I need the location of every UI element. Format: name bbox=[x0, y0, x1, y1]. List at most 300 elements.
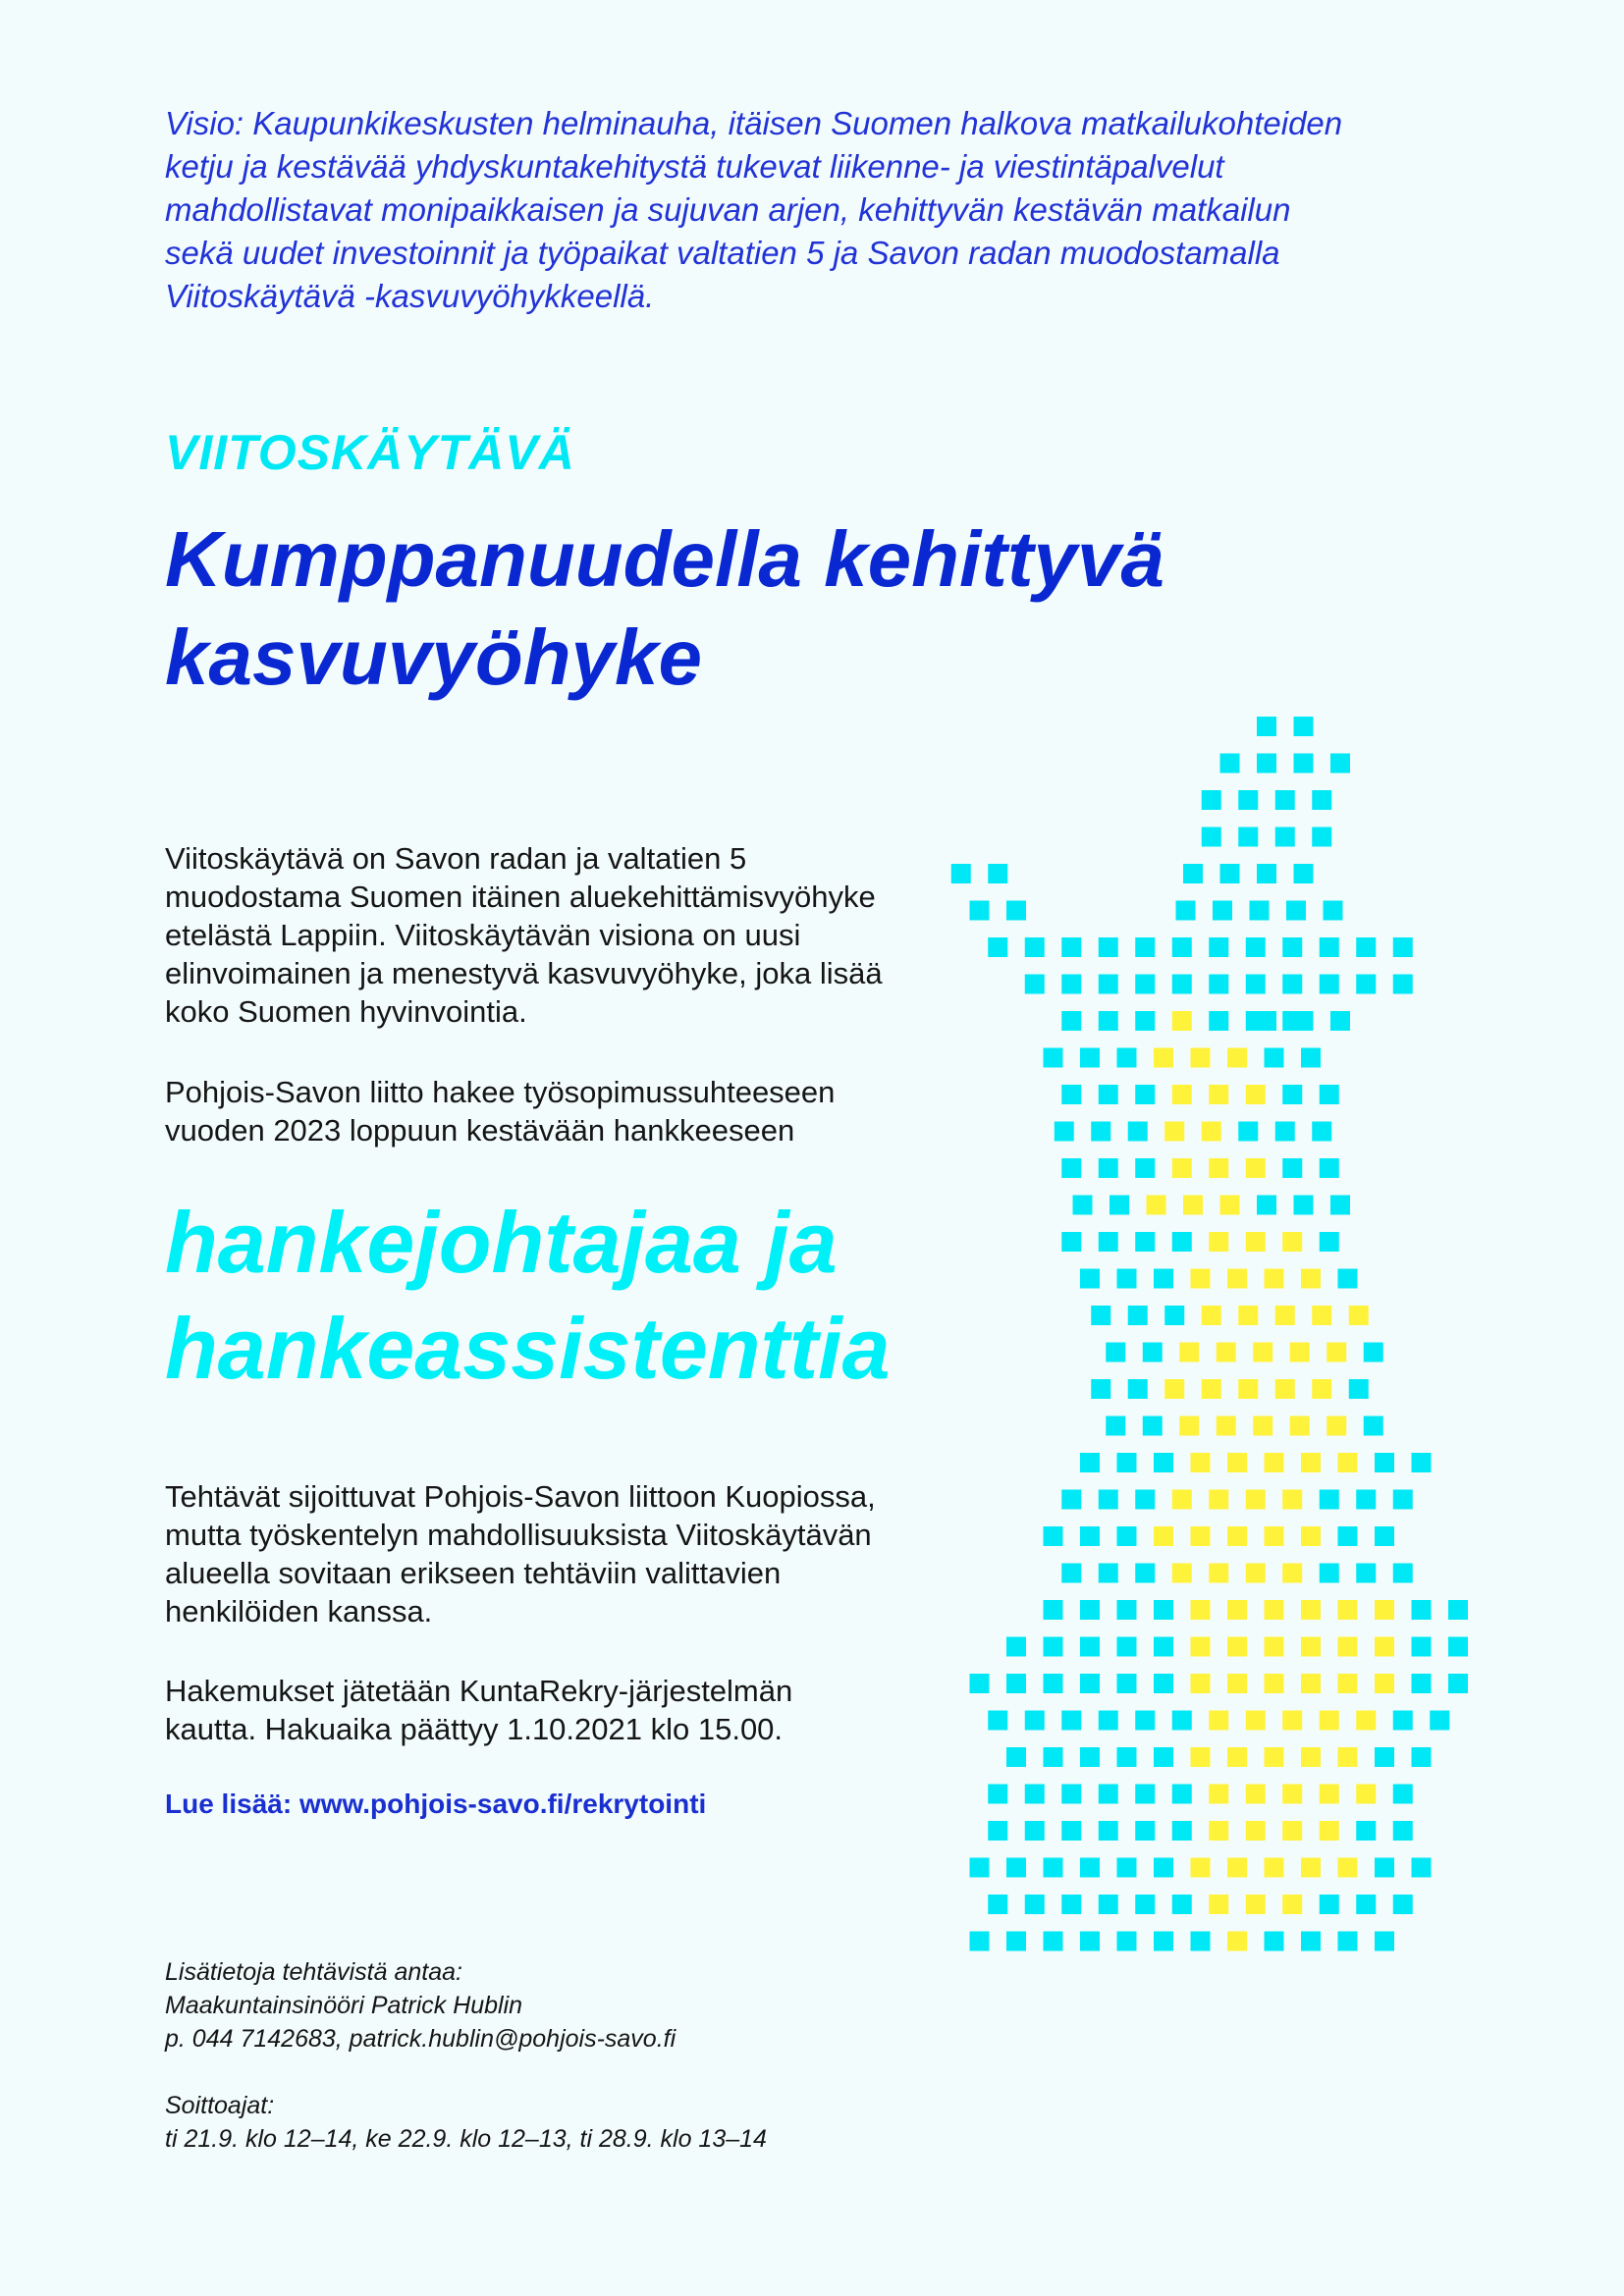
corridor-dot bbox=[1326, 1343, 1346, 1362]
region-dot bbox=[988, 1785, 1007, 1804]
region-dot bbox=[1044, 1674, 1063, 1693]
region-dot bbox=[1330, 1011, 1350, 1031]
region-dot bbox=[1375, 1526, 1394, 1546]
region-dot bbox=[1320, 1895, 1339, 1914]
region-dot bbox=[1154, 1747, 1173, 1767]
location-line: henkilöiden kanssa. bbox=[165, 1594, 433, 1629]
application-line: kautta. Hakuaika päättyy 1.10.2021 klo 15.00. bbox=[165, 1712, 784, 1746]
region-dot bbox=[1393, 1711, 1413, 1731]
region-dot bbox=[1375, 1747, 1394, 1767]
location-line: alueella sovitaan erikseen tehtäviin valittavien bbox=[165, 1556, 782, 1590]
application-paragraph bbox=[165, 1672, 950, 1748]
region-dot bbox=[1250, 901, 1270, 921]
corridor-dot bbox=[1227, 1269, 1247, 1289]
corridor-dot bbox=[1338, 1453, 1358, 1472]
region-dot bbox=[1375, 1932, 1394, 1951]
corridor-dot bbox=[1227, 1932, 1247, 1951]
corridor-dot bbox=[1179, 1343, 1199, 1362]
region-dot bbox=[988, 937, 1007, 957]
corridor-dot bbox=[1246, 1564, 1266, 1583]
corridor-dot bbox=[1356, 1711, 1376, 1731]
region-dot bbox=[1006, 1858, 1026, 1878]
corridor-dot bbox=[1338, 1637, 1358, 1657]
region-dot bbox=[1265, 1932, 1284, 1951]
corridor-dot bbox=[1301, 1269, 1321, 1289]
region-dot bbox=[1209, 975, 1228, 994]
region-dot bbox=[1172, 937, 1192, 957]
region-dot bbox=[1172, 1711, 1192, 1731]
region-dot bbox=[1282, 1158, 1302, 1178]
region-dot bbox=[1025, 1785, 1045, 1804]
region-dot bbox=[1135, 1821, 1155, 1841]
corridor-dot bbox=[1338, 1674, 1358, 1693]
corridor-dot bbox=[1246, 1232, 1266, 1252]
corridor-dot bbox=[1282, 1895, 1302, 1914]
region-dot bbox=[1257, 1196, 1276, 1215]
corridor-dot bbox=[1209, 1895, 1228, 1914]
corridor-dot bbox=[1338, 1600, 1358, 1620]
region-dot bbox=[1080, 1600, 1100, 1620]
corridor-dot bbox=[1246, 1785, 1266, 1804]
region-dot bbox=[1025, 937, 1045, 957]
vision-statement bbox=[165, 102, 1422, 318]
corridor-dot bbox=[1238, 1379, 1258, 1399]
region-dot bbox=[1135, 1085, 1155, 1104]
region-dot bbox=[1117, 1269, 1137, 1289]
corridor-dot bbox=[1227, 1747, 1247, 1767]
region-dot bbox=[1294, 1011, 1314, 1031]
corridor-dot bbox=[1238, 1306, 1258, 1325]
location-line: mutta työskentelyn mahdollisuuksista Viitoskäytävän bbox=[165, 1518, 872, 1552]
vision-line: sekä uudet investoinnit ja työpaikat valtatien 5 ja Savon radan muodostamalla bbox=[165, 235, 1280, 271]
corridor-dot bbox=[1265, 1526, 1284, 1546]
corridor-dot bbox=[1265, 1747, 1284, 1767]
corridor-dot bbox=[1301, 1747, 1321, 1767]
corridor-dot bbox=[1227, 1453, 1247, 1472]
corridor-dot bbox=[1301, 1858, 1321, 1878]
region-dot bbox=[1099, 1158, 1118, 1178]
kicker-heading: VIITOSKÄYTÄVÄ bbox=[165, 425, 575, 480]
region-dot bbox=[1044, 1932, 1063, 1951]
intro-line: etelästä Lappiin. Viitoskäytävän visiona on uusi bbox=[165, 918, 801, 952]
region-dot bbox=[1275, 790, 1295, 810]
region-dot bbox=[1172, 1785, 1192, 1804]
region-dot bbox=[1191, 1932, 1211, 1951]
region-dot bbox=[1338, 1932, 1358, 1951]
corridor-dot bbox=[1338, 1747, 1358, 1767]
region-dot bbox=[1301, 1932, 1321, 1951]
corridor-dot bbox=[1312, 1379, 1331, 1399]
region-dot bbox=[1356, 1490, 1376, 1510]
region-dot bbox=[1209, 937, 1228, 957]
region-dot bbox=[1099, 937, 1118, 957]
call-times-line: ti 21.9. klo 12–14, ke 22.9. klo 12–13, ti 28.9. klo 13–14 bbox=[165, 2125, 767, 2153]
corridor-dot bbox=[1282, 1490, 1302, 1510]
corridor-dot bbox=[1191, 1526, 1211, 1546]
region-dot bbox=[1061, 1895, 1081, 1914]
region-dot bbox=[1246, 975, 1266, 994]
region-dot bbox=[1099, 1564, 1118, 1583]
corridor-dot bbox=[1227, 1048, 1247, 1068]
region-dot bbox=[1099, 1490, 1118, 1510]
corridor-dot bbox=[1253, 1416, 1272, 1436]
region-dot bbox=[1412, 1674, 1432, 1693]
region-dot bbox=[1286, 901, 1306, 921]
region-dot bbox=[1393, 1564, 1413, 1583]
recruit-line: vuoden 2023 loppuun kestävään hankkeeseen bbox=[165, 1113, 795, 1148]
region-dot bbox=[1393, 1490, 1413, 1510]
region-dot bbox=[1393, 937, 1413, 957]
region-dot bbox=[1220, 754, 1240, 774]
region-dot bbox=[1006, 901, 1026, 921]
corridor-dot bbox=[1172, 1564, 1192, 1583]
region-dot bbox=[1154, 1858, 1173, 1878]
region-dot bbox=[1025, 1821, 1045, 1841]
corridor-dot bbox=[1191, 1637, 1211, 1657]
region-dot bbox=[1282, 975, 1302, 994]
corridor-dot bbox=[1246, 1711, 1266, 1731]
region-dot bbox=[1061, 1085, 1081, 1104]
region-dot bbox=[1320, 937, 1339, 957]
corridor-dot bbox=[1209, 1158, 1228, 1178]
region-dot bbox=[1393, 975, 1413, 994]
region-dot bbox=[1265, 1048, 1284, 1068]
region-dot bbox=[1320, 1085, 1339, 1104]
region-dot bbox=[1312, 1122, 1331, 1142]
corridor-dot bbox=[1265, 1600, 1284, 1620]
corridor-dot bbox=[1209, 1490, 1228, 1510]
corridor-dot bbox=[1275, 1306, 1295, 1325]
region-dot bbox=[1128, 1306, 1148, 1325]
region-dot bbox=[1294, 754, 1314, 774]
region-dot bbox=[1110, 1196, 1129, 1215]
intro-paragraph bbox=[165, 839, 950, 1031]
region-dot bbox=[1091, 1379, 1110, 1399]
region-dot bbox=[1135, 937, 1155, 957]
corridor-dot bbox=[1172, 1158, 1192, 1178]
region-dot bbox=[1135, 1564, 1155, 1583]
region-dot bbox=[1025, 975, 1045, 994]
region-dot bbox=[1154, 1269, 1173, 1289]
corridor-dot bbox=[1265, 1637, 1284, 1657]
finland-dot-map bbox=[943, 707, 1551, 1963]
call-times bbox=[165, 2089, 767, 2156]
corridor-dot bbox=[1282, 1785, 1302, 1804]
region-dot bbox=[1006, 1637, 1026, 1657]
vision-line: Viitoskäytävä -kasvuvyöhykkeellä. bbox=[165, 278, 655, 314]
corridor-dot bbox=[1172, 1490, 1192, 1510]
region-dot bbox=[1099, 1895, 1118, 1914]
corridor-dot bbox=[1320, 1821, 1339, 1841]
corridor-dot bbox=[1209, 1785, 1228, 1804]
corridor-dot bbox=[1209, 1821, 1228, 1841]
region-dot bbox=[1099, 1711, 1118, 1731]
corridor-dot bbox=[1246, 1085, 1266, 1104]
region-dot bbox=[1282, 937, 1302, 957]
recruit-paragraph bbox=[165, 1073, 950, 1149]
vision-line: ketju ja kestävää yhdyskuntakehitystä tukevat liikenne- ja viestintäpalvelut bbox=[165, 148, 1224, 185]
region-dot bbox=[1117, 1932, 1137, 1951]
region-dot bbox=[1099, 1785, 1118, 1804]
contact-line: p. 044 7142683, patrick.hublin@pohjois-savo.fi bbox=[165, 2025, 677, 2053]
corridor-dot bbox=[1172, 1085, 1192, 1104]
region-dot bbox=[1080, 1932, 1100, 1951]
corridor-dot bbox=[1282, 1564, 1302, 1583]
region-dot bbox=[1312, 828, 1331, 847]
region-dot bbox=[1176, 901, 1196, 921]
corridor-dot bbox=[1282, 1711, 1302, 1731]
region-dot bbox=[1135, 1158, 1155, 1178]
region-dot bbox=[970, 901, 990, 921]
corridor-dot bbox=[1191, 1269, 1211, 1289]
corridor-dot bbox=[1191, 1600, 1211, 1620]
corridor-dot bbox=[1191, 1747, 1211, 1767]
region-dot bbox=[1006, 1932, 1026, 1951]
region-dot bbox=[1412, 1453, 1432, 1472]
corridor-dot bbox=[1227, 1600, 1247, 1620]
region-dot bbox=[1320, 1564, 1339, 1583]
corridor-dot bbox=[1312, 1306, 1331, 1325]
region-dot bbox=[1412, 1858, 1432, 1878]
corridor-dot bbox=[1246, 1895, 1266, 1914]
region-dot bbox=[1238, 790, 1258, 810]
region-dot bbox=[1080, 1674, 1100, 1693]
region-dot bbox=[1294, 1196, 1314, 1215]
recruit-line: Pohjois-Savon liitto hakee työsopimussuhteeseen bbox=[165, 1075, 836, 1109]
region-dot bbox=[1209, 1011, 1228, 1031]
region-dot bbox=[1202, 790, 1221, 810]
location-line: Tehtävät sijoittuvat Pohjois-Savon liittoon Kuopiossa, bbox=[165, 1479, 876, 1514]
corridor-dot bbox=[1164, 1379, 1184, 1399]
corridor-dot bbox=[1227, 1858, 1247, 1878]
region-dot bbox=[1257, 1011, 1276, 1031]
vision-line: Visio: Kaupunkikeskusten helminauha, itäisen Suomen halkova matkailukohteiden bbox=[165, 105, 1343, 141]
region-dot bbox=[1448, 1600, 1468, 1620]
corridor-dot bbox=[1164, 1122, 1184, 1142]
region-dot bbox=[1091, 1122, 1110, 1142]
region-dot bbox=[1154, 1932, 1173, 1951]
corridor-dot bbox=[1265, 1674, 1284, 1693]
region-dot bbox=[1257, 717, 1276, 736]
region-dot bbox=[1143, 1416, 1163, 1436]
region-dot bbox=[1135, 1895, 1155, 1914]
region-dot bbox=[1154, 1453, 1173, 1472]
region-dot bbox=[1044, 1048, 1063, 1068]
region-dot bbox=[1061, 1821, 1081, 1841]
region-dot bbox=[1135, 975, 1155, 994]
corridor-dot bbox=[1290, 1416, 1310, 1436]
region-dot bbox=[1356, 1821, 1376, 1841]
corridor-dot bbox=[1202, 1379, 1221, 1399]
region-dot bbox=[1044, 1637, 1063, 1657]
region-dot bbox=[1099, 1085, 1118, 1104]
region-dot bbox=[1025, 1711, 1045, 1731]
corridor-dot bbox=[1227, 1526, 1247, 1546]
intro-line: muodostama Suomen itäinen aluekehittämisvyöhyke bbox=[165, 880, 876, 914]
region-dot bbox=[1393, 1895, 1413, 1914]
region-dot bbox=[1080, 1637, 1100, 1657]
region-dot bbox=[988, 864, 1007, 883]
region-dot bbox=[1061, 1158, 1081, 1178]
region-dot bbox=[1393, 1785, 1413, 1804]
region-dot bbox=[1349, 1379, 1369, 1399]
region-dot bbox=[1044, 1747, 1063, 1767]
region-dot bbox=[1061, 1564, 1081, 1583]
corridor-dot bbox=[1356, 1785, 1376, 1804]
corridor-dot bbox=[1375, 1637, 1394, 1657]
region-dot bbox=[1320, 1232, 1339, 1252]
region-dot bbox=[1412, 1747, 1432, 1767]
region-dot bbox=[1135, 1711, 1155, 1731]
region-dot bbox=[1282, 1085, 1302, 1104]
corridor-dot bbox=[1179, 1416, 1199, 1436]
region-dot bbox=[951, 864, 971, 883]
region-dot bbox=[1301, 1048, 1321, 1068]
corridor-dot bbox=[1220, 1196, 1240, 1215]
corridor-dot bbox=[1253, 1343, 1272, 1362]
region-dot bbox=[1117, 1526, 1137, 1546]
region-dot bbox=[1375, 1858, 1394, 1878]
region-dot bbox=[1448, 1674, 1468, 1693]
application-line: Hakemukset jätetään KuntaRekry-järjestelmän bbox=[165, 1674, 793, 1708]
region-dot bbox=[1061, 1711, 1081, 1731]
region-dot bbox=[1338, 1269, 1358, 1289]
corridor-dot bbox=[1172, 1011, 1192, 1031]
region-dot bbox=[1117, 1674, 1137, 1693]
region-dot bbox=[1106, 1343, 1125, 1362]
corridor-dot bbox=[1282, 1821, 1302, 1841]
region-dot bbox=[1143, 1343, 1163, 1362]
region-dot bbox=[1172, 1821, 1192, 1841]
region-dot bbox=[1044, 1600, 1063, 1620]
region-dot bbox=[1220, 864, 1240, 883]
region-dot bbox=[1061, 975, 1081, 994]
corridor-dot bbox=[1320, 1785, 1339, 1804]
region-dot bbox=[1412, 1600, 1432, 1620]
region-dot bbox=[1164, 1306, 1184, 1325]
corridor-dot bbox=[1246, 1158, 1266, 1178]
region-dot bbox=[1091, 1306, 1110, 1325]
region-dot bbox=[1320, 1158, 1339, 1178]
region-dot bbox=[1448, 1637, 1468, 1657]
corridor-dot bbox=[1326, 1416, 1346, 1436]
region-dot bbox=[1202, 828, 1221, 847]
region-dot bbox=[1324, 901, 1343, 921]
region-dot bbox=[1375, 1453, 1394, 1472]
corridor-dot bbox=[1154, 1048, 1173, 1068]
region-dot bbox=[1275, 1122, 1295, 1142]
corridor-dot bbox=[1301, 1600, 1321, 1620]
region-dot bbox=[1294, 717, 1314, 736]
region-dot bbox=[1006, 1674, 1026, 1693]
region-dot bbox=[1061, 937, 1081, 957]
region-dot bbox=[1320, 1490, 1339, 1510]
corridor-dot bbox=[1227, 1637, 1247, 1657]
region-dot bbox=[1338, 1526, 1358, 1546]
region-dot bbox=[1154, 1600, 1173, 1620]
corridor-dot bbox=[1209, 1085, 1228, 1104]
corridor-dot bbox=[1265, 1858, 1284, 1878]
region-dot bbox=[1364, 1416, 1383, 1436]
corridor-dot bbox=[1301, 1637, 1321, 1657]
corridor-dot bbox=[1154, 1526, 1173, 1546]
contact-info bbox=[165, 1955, 676, 2056]
corridor-dot bbox=[1191, 1048, 1211, 1068]
region-dot bbox=[1099, 1821, 1118, 1841]
region-dot bbox=[1080, 1858, 1100, 1878]
corridor-dot bbox=[1217, 1343, 1236, 1362]
region-dot bbox=[1275, 828, 1295, 847]
corridor-dot bbox=[1275, 1379, 1295, 1399]
region-dot bbox=[1393, 1821, 1413, 1841]
corridor-dot bbox=[1147, 1196, 1166, 1215]
region-dot bbox=[1080, 1526, 1100, 1546]
region-dot bbox=[1238, 828, 1258, 847]
region-dot bbox=[1330, 754, 1350, 774]
page-title bbox=[165, 510, 1164, 707]
vision-line: mahdollistavat monipaikkaisen ja sujuvan arjen, kehittyvän kestävän matkailun bbox=[165, 191, 1291, 228]
region-dot bbox=[1154, 1674, 1173, 1693]
corridor-dot bbox=[1290, 1343, 1310, 1362]
region-dot bbox=[1172, 975, 1192, 994]
corridor-dot bbox=[1246, 1490, 1266, 1510]
corridor-dot bbox=[1265, 1453, 1284, 1472]
region-dot bbox=[1044, 1858, 1063, 1878]
region-dot bbox=[1364, 1343, 1383, 1362]
corridor-dot bbox=[1301, 1526, 1321, 1546]
region-dot bbox=[970, 1932, 990, 1951]
region-dot bbox=[1061, 1011, 1081, 1031]
region-dot bbox=[1128, 1379, 1148, 1399]
region-dot bbox=[1412, 1637, 1432, 1657]
region-dot bbox=[1106, 1416, 1125, 1436]
region-dot bbox=[1080, 1269, 1100, 1289]
region-dot bbox=[1080, 1048, 1100, 1068]
read-more-link[interactable]: Lue lisää: www.pohjois-savo.fi/rekrytointi bbox=[165, 1789, 707, 1819]
corridor-dot bbox=[1209, 1564, 1228, 1583]
region-dot bbox=[1135, 1490, 1155, 1510]
call-times-line: Soittoajat: bbox=[165, 2092, 275, 2119]
corridor-dot bbox=[1183, 1196, 1203, 1215]
contact-line: Maakuntainsinööri Patrick Hublin bbox=[165, 1992, 523, 2019]
region-dot bbox=[1117, 1747, 1137, 1767]
region-dot bbox=[970, 1674, 990, 1693]
region-dot bbox=[1117, 1048, 1137, 1068]
region-dot bbox=[1330, 1196, 1350, 1215]
region-dot bbox=[1080, 1453, 1100, 1472]
region-dot bbox=[1356, 937, 1376, 957]
corridor-dot bbox=[1246, 1821, 1266, 1841]
corridor-dot bbox=[1301, 1674, 1321, 1693]
region-dot bbox=[1246, 937, 1266, 957]
location-paragraph bbox=[165, 1477, 950, 1630]
corridor-dot bbox=[1209, 1711, 1228, 1731]
contact-line: Lisätietoja tehtävistä antaa: bbox=[165, 1958, 462, 1986]
region-dot bbox=[1117, 1858, 1137, 1878]
region-dot bbox=[1117, 1600, 1137, 1620]
region-dot bbox=[1356, 975, 1376, 994]
region-dot bbox=[1356, 1895, 1376, 1914]
region-dot bbox=[1044, 1526, 1063, 1546]
intro-line: Viitoskäytävä on Savon radan ja valtatien 5 bbox=[165, 841, 747, 876]
corridor-dot bbox=[1265, 1269, 1284, 1289]
job-title-line: hankeassistenttia bbox=[165, 1300, 891, 1397]
region-dot bbox=[1172, 1232, 1192, 1252]
region-dot bbox=[1257, 864, 1276, 883]
region-dot bbox=[1117, 1637, 1137, 1657]
corridor-dot bbox=[1209, 1232, 1228, 1252]
region-dot bbox=[1073, 1196, 1093, 1215]
